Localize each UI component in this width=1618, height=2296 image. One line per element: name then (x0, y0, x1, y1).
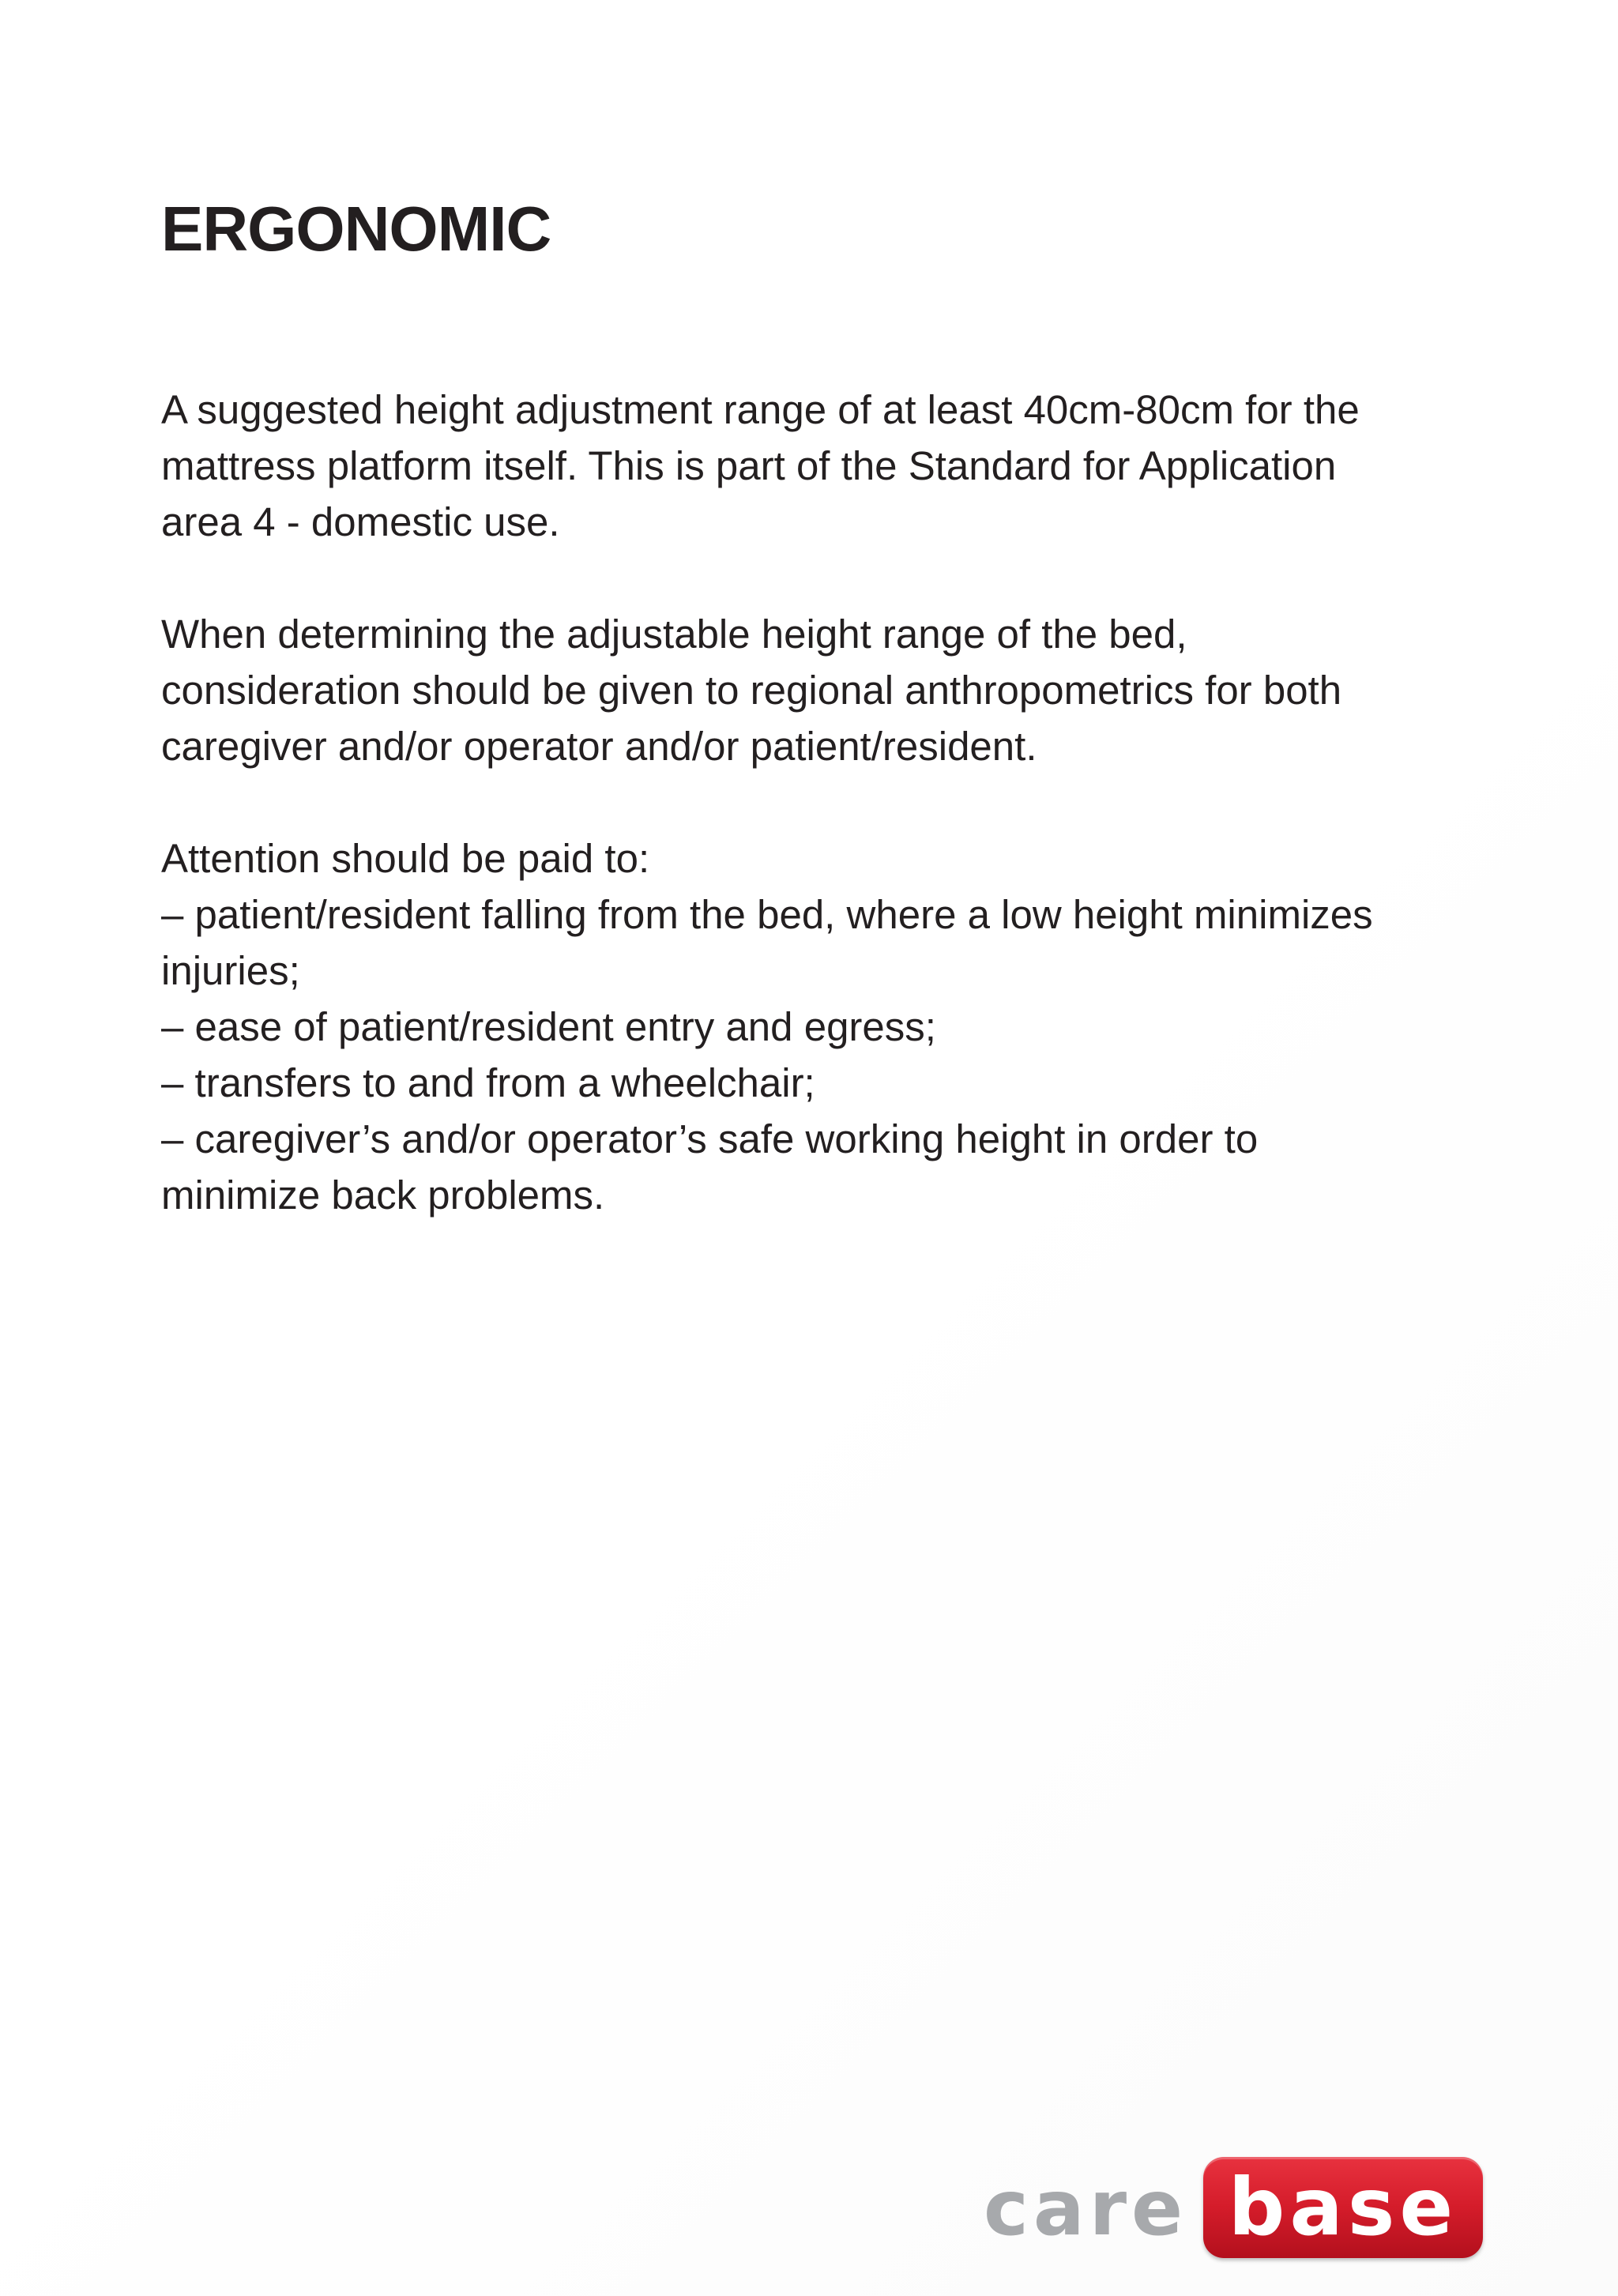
logo-word-care: care (984, 2164, 1188, 2253)
text-line: When determining the adjustable height range of the bed, (161, 612, 1187, 657)
list-item: – patient/resident falling from the bed, where a low height minimizes (161, 892, 1373, 937)
logo-word-base: base (1228, 2161, 1458, 2253)
document-body (161, 194, 1504, 1223)
text-line: area 4 - domestic use. (161, 499, 560, 544)
text-line: caregiver and/or operator and/or patient/resident. (161, 724, 1037, 769)
text-line: mattress platform itself. This is part of the Standard for Application (161, 443, 1337, 488)
list-item-continuation: injuries; (161, 948, 300, 993)
list-item: – caregiver’s and/or operator’s safe working height in order to (161, 1116, 1259, 1161)
paragraph-height-range (161, 382, 1504, 550)
list-item-continuation: minimize back problems. (161, 1172, 605, 1218)
paragraph-attention-list (161, 830, 1504, 1223)
list-item: – ease of patient/resident entry and egress; (161, 1004, 936, 1049)
carebase-logo (984, 2157, 1483, 2260)
page-title: ERGONOMIC (161, 194, 551, 264)
text-line: consideration should be given to regional anthropometrics for both (161, 668, 1342, 713)
logo-base-badge (1203, 2157, 1483, 2258)
list-item: – transfers to and from a wheelchair; (161, 1060, 815, 1105)
text-line: A suggested height adjustment range of at least 40cm-80cm for the (161, 387, 1360, 432)
paragraph-anthropometrics (161, 606, 1504, 774)
text-line: Attention should be paid to: (161, 836, 650, 881)
